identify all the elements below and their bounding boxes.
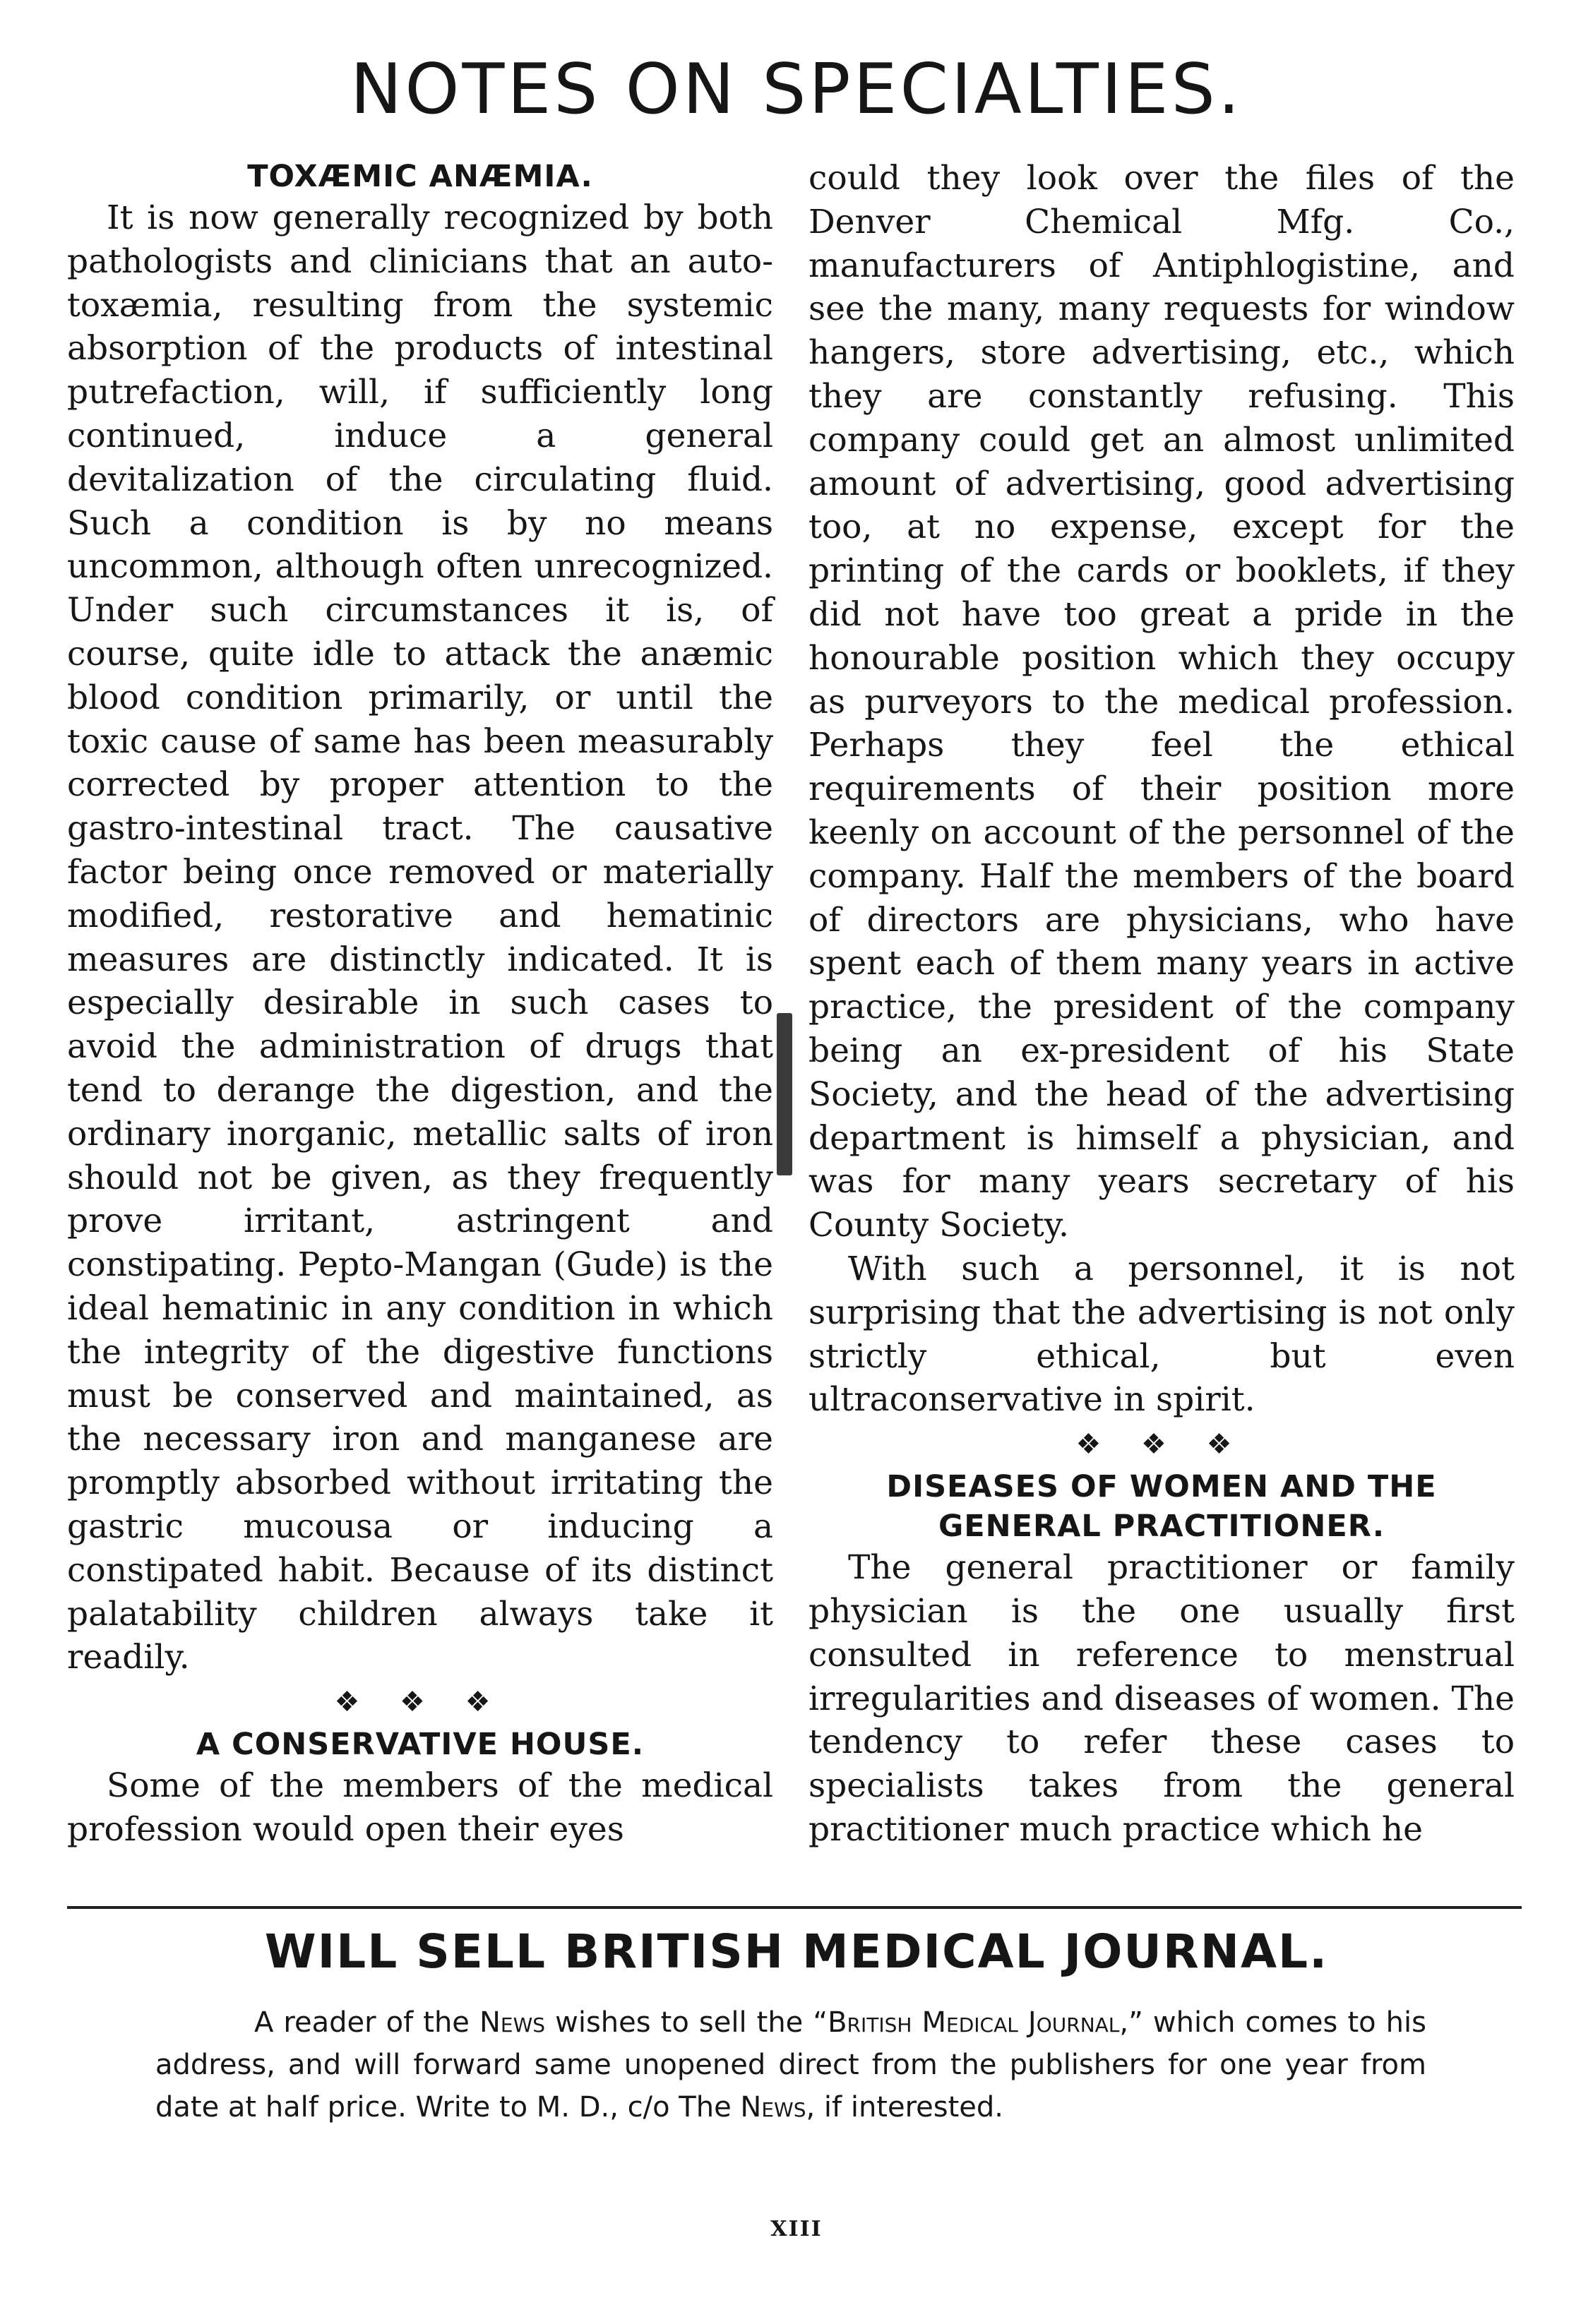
left-column <box>67 157 773 2324</box>
ad-news-name: News <box>740 2091 806 2124</box>
ad-text-segment: A reader of the <box>254 2006 479 2039</box>
article-diseases-of-women-body: The general practitioner or family physician is the one usually first consulted in reference to menstrual irregularities and diseases of women. The tendency to refer these cases to specialists takes from the general practitioner much practice which he <box>809 1548 1515 1849</box>
ad-news-name: News <box>479 2006 546 2039</box>
ad-text-segment: wishes to sell the “ <box>545 2006 828 2039</box>
ad-journal-name: British Medical Journal <box>828 2006 1120 2039</box>
ad-text-segment: , if interested. <box>806 2091 1004 2124</box>
section-ornament: ❖ ❖ ❖ <box>334 1686 506 1719</box>
section-heading-toxaemic-anaemia: TOXÆMIC ANÆMIA. <box>247 159 593 194</box>
advertisement-body <box>155 2001 1426 2128</box>
article-toxaemic-anaemia-body: It is now generally recognized by both pathologists and clinicians that an auto-toxæmia, resulting from the systemic absorption of the products of intestinal putrefaction, will, if sufficiently long continued, induce a general devitalization of the circulating fluid. Such a condition is by no means uncommon, although often unrecognized. Under such circumstances it is, of course, quite idle to attack the anæmic blood condition primarily, or until the toxic cause of same has been measurably corrected by proper attention to the gastro-intestinal tract. The causative factor being once removed or materially modified, restorative and hematinic measures are distinctly indicated. It is especially desirable in such cases to avoid the administration of drugs that tend to derange the digestion, and the ordinary inorganic, metallic salts of iron should not be given, as they frequently prove irritant, astringent and constipating. Pepto-Mangan (Gude) is the ideal hematinic in any condition in which the integrity of the digestive functions must be conserved and maintained, as the necessary iron and manganese are promptly absorbed without irritating the gastric mucousa or inducing a constipated habit. Because of its distinct palatability children always take it readily. <box>67 198 773 1677</box>
gutter-ink-mark <box>777 1013 792 1175</box>
section-heading-diseases-line-1: DISEASES OF WOMEN AND THE <box>886 1469 1437 1505</box>
page-number: XIII <box>770 2217 823 2241</box>
article-conservative-house-closing: With such a personnel, it is not surprising that the advertising is not only strictly ethical, but even ultraconservative in spirit. <box>809 1249 1515 1420</box>
right-column <box>809 157 1515 2324</box>
horizontal-rule <box>67 1906 1522 1909</box>
ad-text-segment: ,” which comes to his address, and will forward same unopened direct from the publishers for one year from date at half price. Write to M. D., c/o The <box>155 2006 1426 2124</box>
section-heading-diseases-line-2: GENERAL PRACTITIONER. <box>938 1509 1385 1545</box>
section-ornament: ❖ ❖ ❖ <box>1075 1428 1248 1461</box>
advertisement-title: WILL SELL BRITISH MEDICAL JOURNAL. <box>264 1924 1329 1979</box>
article-conservative-house-body-continued: could they look over the files of the Denver Chemical Mfg. Co., manufacturers of Antiphlogistine, and see the many, many requests for window hangers, store advertising, etc., which they are constantly refusing. This company could get an almost unlimited amount of advertising, good advertising too, at no expense, except for the printing of the cards or booklets, if they did not have too great a pride in the honourable position which they occupy as purveyors to the medical profession. Perhaps they feel the ethical requirements of their position more keenly on account of the personnel of the company. Half the members of the board of directors are physicians, who have spent each of them many years in active practice, the president of the company being an ex-president of his State Society, and the head of the advertising department is himself a physician, and was for many years secretary of his County Society. <box>809 159 1515 1245</box>
section-heading-conservative-house: A CONSERVATIVE HOUSE. <box>196 1727 645 1763</box>
page-title: NOTES ON SPECIALTIES. <box>350 49 1243 130</box>
article-conservative-house-body-start: Some of the members of the medical profession would open their eyes <box>67 1766 773 1849</box>
